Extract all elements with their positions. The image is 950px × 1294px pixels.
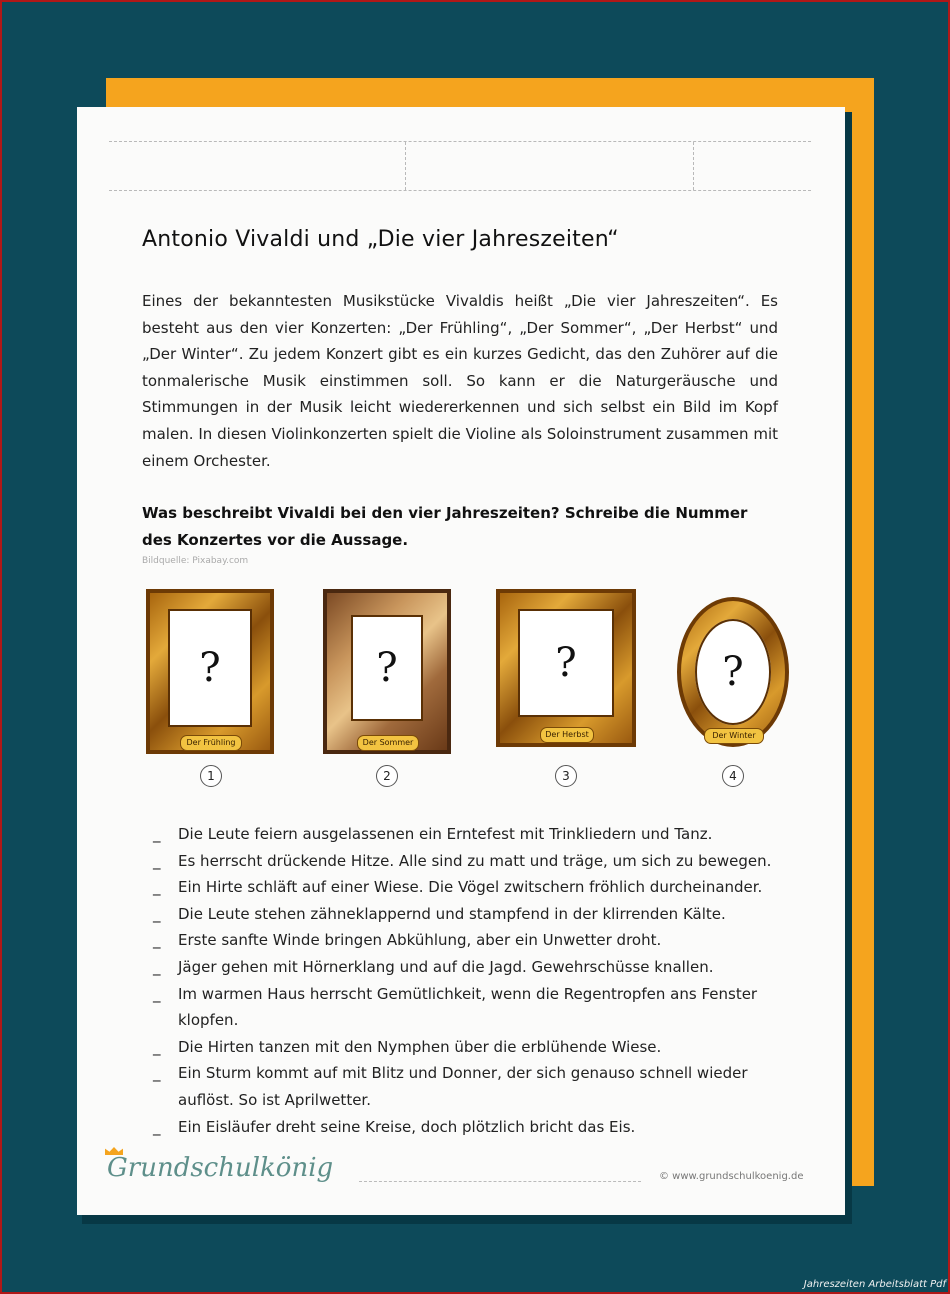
statement-item [147, 848, 787, 875]
answer-blank[interactable]: _ [153, 1037, 161, 1056]
statement-item [147, 874, 787, 901]
picture-number: 3 [555, 765, 577, 787]
picture-number: 1 [200, 765, 222, 787]
worksheet-page [77, 107, 845, 1215]
statement-text: Es herrscht drückende Hitze. Alle sind zu matt und träge, um sich zu bewegen. [178, 851, 772, 870]
header-divider [693, 142, 694, 190]
statement-item [147, 1034, 787, 1061]
question-mark: ? [518, 609, 614, 717]
frame-label: Der Winter [704, 728, 764, 744]
statement-text: Die Hirten tanzen mit den Nymphen über die erblühende Wiese. [178, 1037, 662, 1056]
statement-item [147, 1114, 787, 1141]
statement-text: Erste sanfte Winde bringen Abkühlung, aber ein Unwetter droht. [178, 931, 662, 950]
picture-spring [146, 589, 274, 783]
picture-autumn [496, 589, 636, 783]
statement-text: Ein Sturm kommt auf mit Blitz und Donner, der sich genauso schnell wieder auflöst. So ist Aprilwetter. [178, 1064, 748, 1109]
statement-text: Im warmen Haus herrscht Gemütlichkeit, wenn die Regentropfen ans Fenster klopfen. [178, 984, 758, 1030]
statement-text: Die Leute feiern ausgelassenen ein Erntefest mit Trinkliedern und Tanz. [178, 825, 713, 843]
picture-number: 2 [376, 765, 398, 787]
header-band [109, 141, 811, 191]
statement-item [147, 821, 787, 848]
question-mark: ? [351, 615, 423, 721]
image-credit: Bildquelle: Pixabay.com [142, 556, 249, 566]
statement-list [147, 821, 787, 1140]
frame-label: Der Sommer [357, 735, 419, 751]
copyright-text: © www.grundschulkoenig.de [659, 1171, 804, 1182]
brand-logo: Grundschulkönig [107, 1153, 334, 1183]
intro-paragraph: Eines der bekanntesten Musikstücke Vivaldis heißt „Die vier Jahreszeiten“. Es besteht aus den vier Konzerten: „Der Frühling“, „Der Sommer“, „Der Herbst“ und „Der Winter“. Zu jedem Konzert gibt es ein kurzes Gedicht, das den Zuhörer auf die tonmalerische Musik einstimmen soll. So kann er die Naturgeräusche und Stimmungen in der Musik leicht wiedererkennen und sich selbst ein Bild im Kopf malen. In diesen Violinkonzerten spielt die Violine als Soloinstrument zusammen mit einem Orchester. [142, 292, 778, 470]
statement-text: Ein Hirte schläft auf einer Wiese. Die Vögel zwitschern fröhlich durcheinander. [178, 878, 763, 897]
answer-blank[interactable]: _ [153, 1117, 161, 1136]
picture-number: 4 [722, 765, 744, 787]
statement-item [147, 901, 787, 928]
answer-blank[interactable]: _ [153, 957, 161, 976]
picture-summer [323, 589, 451, 783]
footer-divider [359, 1181, 641, 1182]
statement-text: Jäger gehen mit Hörnerklang und auf die Jagd. Gewehrschüsse knallen. [178, 957, 714, 976]
answer-blank[interactable]: _ [153, 851, 161, 870]
answer-blank[interactable]: _ [153, 1064, 161, 1083]
statement-text: Ein Eisläufer dreht seine Kreise, doch plötzlich bricht das Eis. [178, 1117, 636, 1136]
worksheet-title: Antonio Vivaldi und „Die vier Jahreszeiten“ [142, 227, 619, 252]
header-divider [405, 142, 406, 190]
statement-item [147, 981, 787, 1034]
statement-item [147, 954, 787, 981]
picture-winter [677, 589, 789, 783]
frame-label: Der Herbst [540, 727, 594, 743]
task-question: Was beschreibt Vivaldi bei den vier Jahreszeiten? Schreibe die Nummer des Konzertes vor die Aussage. [142, 504, 748, 549]
answer-blank[interactable]: _ [153, 878, 161, 897]
answer-blank[interactable]: _ [153, 825, 161, 843]
answer-blank[interactable]: _ [153, 931, 161, 950]
answer-blank[interactable]: _ [153, 904, 161, 923]
answer-blank[interactable]: _ [153, 984, 161, 1003]
image-caption: Jahreszeiten Arbeitsblatt Pdf [803, 1279, 946, 1290]
statement-item [147, 1060, 787, 1113]
question-mark: ? [695, 619, 771, 725]
frame-label: Der Frühling [180, 735, 242, 751]
statement-item [147, 927, 787, 954]
statement-text: Die Leute stehen zähneklappernd und stampfend in der klirrenden Kälte. [178, 904, 726, 923]
question-mark: ? [168, 609, 252, 727]
